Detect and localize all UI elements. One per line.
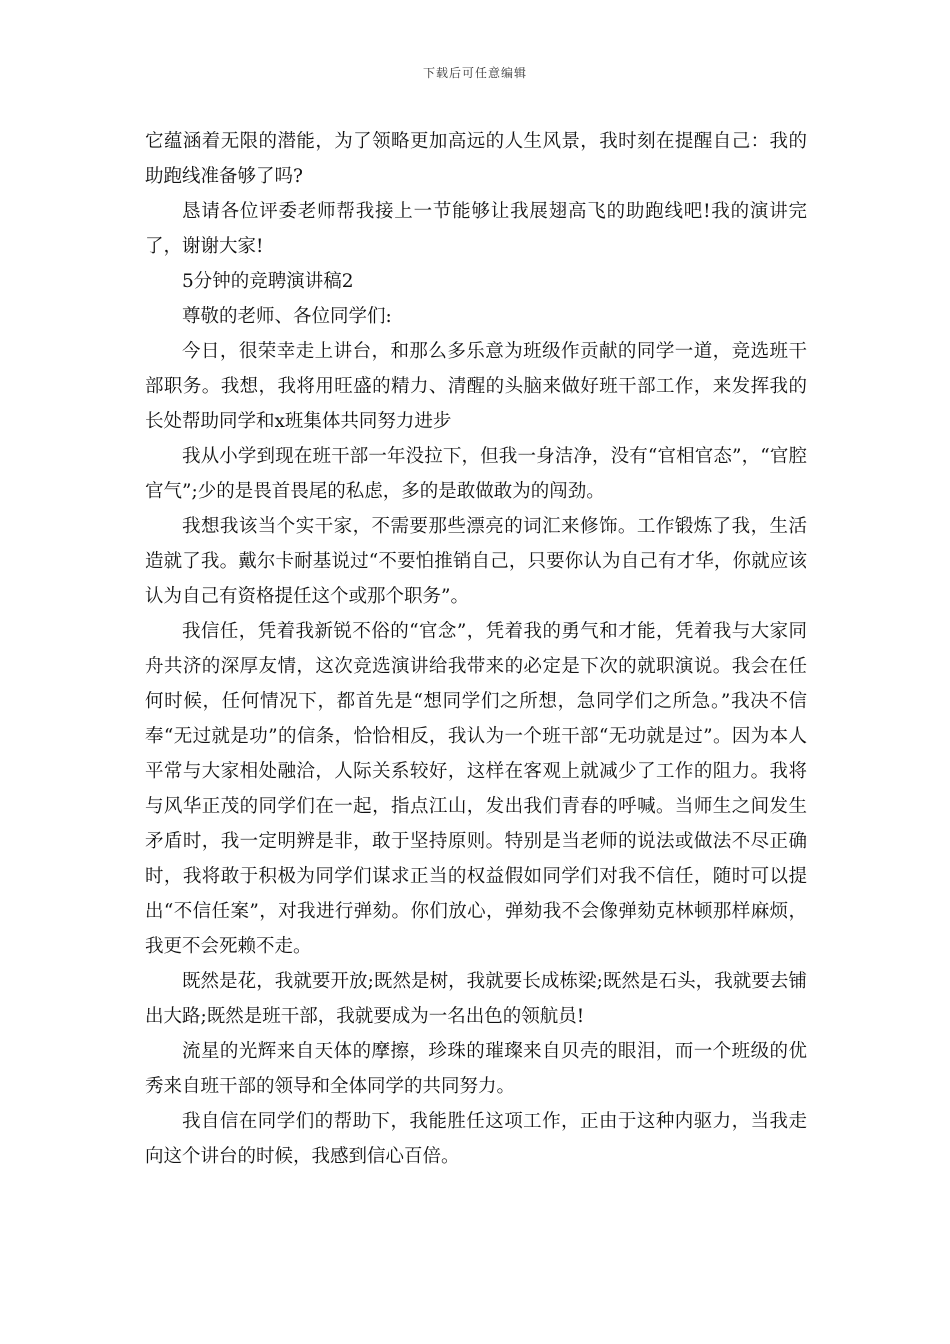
paragraph: 它蕴涵着无限的潜能，为了领略更加高远的人生风景，我时刻在提醒自己：我的助跑线准备够了吗?: [145, 131, 807, 187]
paragraph: 今日，很荣幸走上讲台，和那么多乐意为班级作贡献的同学一道，竞选班干部职务。我想，我将用旺盛的精力、清醒的头脑来做好班干部工作，来发挥我的长处帮助同学和x班集体共同努力进步: [145, 341, 807, 432]
paragraph: 恳请各位评委老师帮我接上一节能够让我展翅高飞的助跑线吧!我的演讲完了，谢谢大家!: [145, 201, 807, 257]
section-title: 5分钟的竞聘演讲稿2: [182, 271, 354, 292]
paragraph: 我自信在同学们的帮助下，我能胜任这项工作，正由于这种内驱力，当我走向这个讲台的时候，我感到信心百倍。: [145, 1111, 807, 1167]
paragraph: 我信任，凭着我新锐不俗的“官念”，凭着我的勇气和才能，凭着我与大家同舟共济的深厚友情，这次竞选演讲给我带来的必定是下次的就职演说。我会在任何时候，任何情况下，都首先是“想同学们之所想，急同学们之所急。”我决不信奉“无过就是功”的信条，恰恰相反，我认为一个班干部“无功就是过”。因为本人平常与大家相处融洽，人际关系较好，这样在客观上就减少了工作的阻力。我将与风华正茂的同学们在一起，指点江山，发出我们青春的呼喊。当师生之间发生矛盾时，我一定明辨是非，敢于坚持原则。特别是当老师的说法或做法不尽正确时，我将敢于积极为同学们谋求正当的权益假如同学们对我不信任，随时可以提出“不信任案”，对我进行弹劾。你们放心，弹劾我不会像弹劾克林顿那样麻烦，我更不会死赖不走。: [145, 621, 807, 957]
document-body: [145, 124, 807, 1174]
salutation: 尊敬的老师、各位同学们:: [182, 306, 392, 327]
page-header-note: 下载后可任意编辑: [422, 66, 527, 80]
paragraph: 我想我该当个实干家，不需要那些漂亮的词汇来修饰。工作锻炼了我，生活造就了我。戴尔卡耐基说过“不要怕推销自己，只要你认为自己有才华，你就应该认为自己有资格提任这个或那个职务”。: [145, 516, 807, 607]
paragraph: 既然是花，我就要开放;既然是树，我就要长成栋梁;既然是石头，我就要去铺出大路;既然是班干部，我就要成为一名出色的领航员!: [145, 971, 807, 1027]
paragraph: 流星的光辉来自天体的摩擦，珍珠的璀璨来自贝壳的眼泪，而一个班级的优秀来自班干部的领导和全体同学的共同努力。: [145, 1041, 807, 1097]
paragraph: 我从小学到现在班干部一年没拉下，但我一身洁净，没有“官相官态”，“官腔官气”;少的是畏首畏尾的私虑，多的是敢做敢为的闯劲。: [145, 446, 807, 502]
